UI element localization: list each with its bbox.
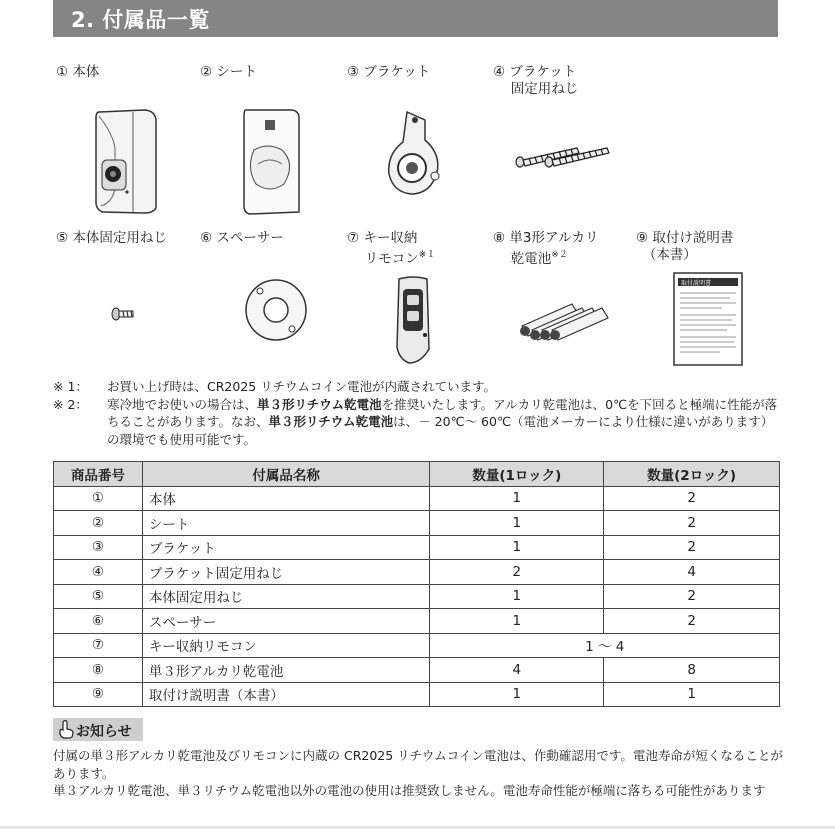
item-aa-batteries: ⑧ 単3形アルカリ 乾電池$^{※2}$ — [493, 230, 599, 267]
sheet-image — [240, 108, 302, 216]
header-qty-1lock: 数量(1ロック) — [430, 462, 604, 487]
item-bracket: ③ ブラケット — [347, 64, 431, 80]
table-row: ⑥ スペーサー 1 2 — [54, 609, 780, 634]
notice-badge: お知らせ — [53, 718, 143, 741]
body-screw-image — [111, 306, 135, 322]
table-row: ① 本体 1 2 — [54, 486, 780, 511]
spacer-image — [244, 277, 308, 343]
header-item-name: 付属品名称 — [142, 462, 430, 487]
item-spacer: ⑥ スペーサー — [200, 230, 284, 246]
notice-text: 付属の単３形アルカリ乾電池及びリモコンに内蔵の CR2025 リチウムコイン電池は、作動確認用です。電池寿命が短くなることがあります。 単３アルカリ乾電池、単３リチウム乾電池以外の電池の使用は推奨致しません。電池寿命性能が極端に落ちる可能性があります — [53, 748, 783, 798]
key-remote-image — [393, 275, 435, 365]
section-title: 2. 付属品一覧 — [71, 8, 210, 32]
table-row: ③ ブラケット 1 2 — [54, 535, 780, 560]
table-row: ⑦ キー収納リモコン 1 〜 4 — [54, 633, 780, 658]
table-row: ⑧ 単３形アルカリ乾電池 4 8 — [54, 658, 780, 683]
aa-batteries-image — [512, 300, 616, 342]
item-key-remote: ⑦ キー収納 リモコン$^{※1}$ — [347, 230, 436, 267]
table-row: ② シート 1 2 — [54, 511, 780, 536]
item-sheet: ② シート — [200, 64, 257, 80]
bracket-image — [385, 110, 445, 196]
item-bracket-screw: ④ ブラケット 固定用ねじ — [493, 64, 579, 97]
footnotes — [53, 378, 783, 448]
footnote-1: ※ 1： お買い上げ時は、CR2025 リチウムコイン電池が内蔵されています。 — [53, 379, 496, 394]
main-unit-image — [93, 108, 159, 214]
pointing-hand-icon — [58, 720, 74, 739]
svg-text:取付説明書: 取付説明書 — [681, 280, 712, 287]
table-row: ④ ブラケット固定用ねじ 2 4 — [54, 560, 780, 585]
item-body-screw: ⑤ 本体固定用ねじ — [56, 230, 167, 246]
item-main-unit: ① 本体 — [56, 64, 100, 80]
table-row: ⑤ 本体固定用ねじ 1 2 — [54, 584, 780, 609]
bracket-screws-image — [515, 140, 611, 170]
header-qty-2lock: 数量(2ロック) — [604, 462, 780, 487]
table-header-row — [54, 462, 780, 487]
item-manual: ⑨ 取付け説明書 （本書） — [636, 230, 734, 263]
section-header — [53, 0, 778, 37]
manual-image — [672, 271, 744, 367]
table-row: ⑨ 取付け説明書（本書） 1 1 — [54, 682, 780, 707]
footnote-2: ※ 2： 寒冷地でお使いの場合は、単３形リチウム乾電池を推奨いたします。アルカリ乾電池は、0℃を下回ると極端に性能が落ちることがあります。なお、単３形リチウム乾電池は、－ 20℃～ 60℃（電池メーカーにより仕様に違いがあります）の環境でも使用可能です。 — [53, 396, 778, 447]
accessories-table — [53, 461, 780, 707]
header-item-no: 商品番号 — [54, 462, 143, 487]
